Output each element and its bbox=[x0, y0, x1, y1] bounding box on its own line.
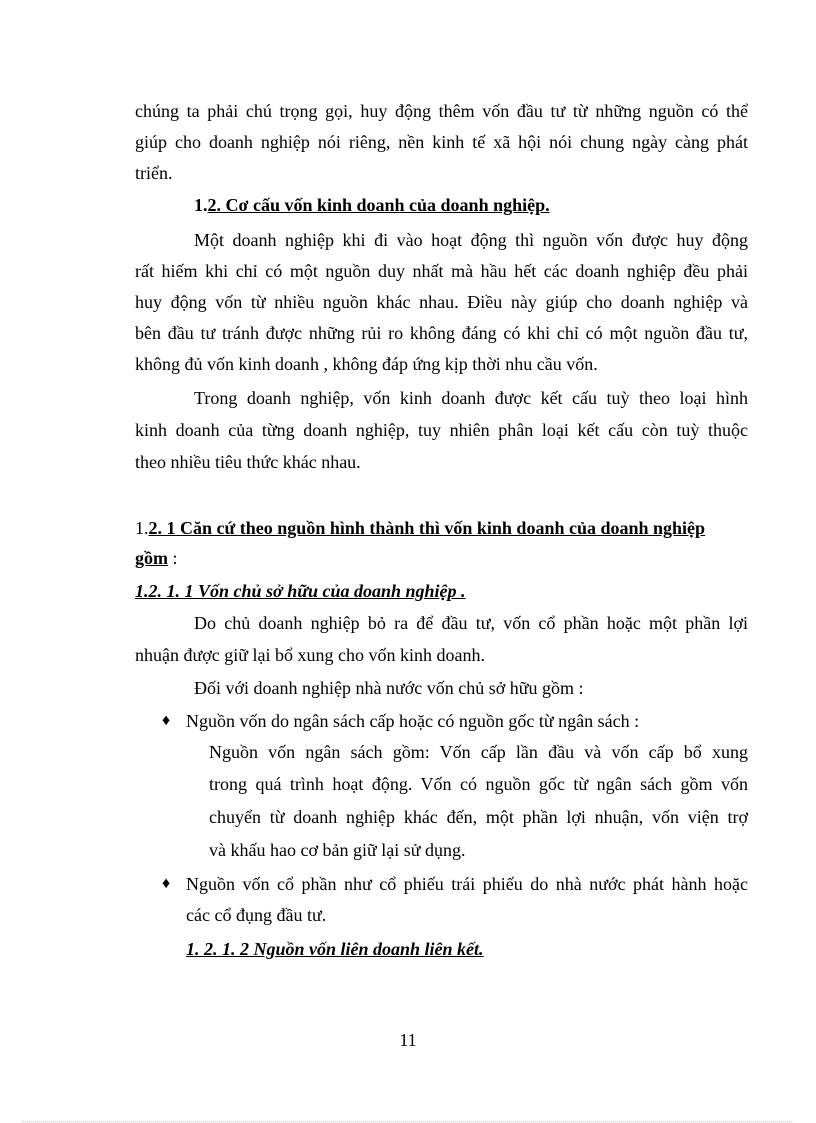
paragraph-line: Trong doanh nghiệp, vốn kinh doanh được kết cấu tuỳ theo loại hình bbox=[194, 388, 748, 408]
diamond-bullet-icon: ♦ bbox=[162, 875, 171, 892]
paragraph-line: và khấu hao cơ bản giữ lại sử dụng. bbox=[209, 840, 466, 860]
paragraph-line: kinh doanh của từng doanh nghiệp, tuy nhiên phân loại kết cấu còn tuỳ thuộc bbox=[135, 420, 748, 440]
paragraph-line: Một doanh nghiệp khi đi vào hoạt động thì nguồn vốn được huy động bbox=[194, 230, 748, 250]
page-bottom-divider bbox=[22, 1121, 794, 1122]
page-number: 11 bbox=[399, 1030, 417, 1050]
heading-text: 2. Cơ cấu vốn kinh doanh của doanh nghiệp. bbox=[207, 195, 550, 215]
section-heading-1-2-1-2: 1. 2. 1. 2 Nguồn vốn liên doanh liên kết. bbox=[186, 939, 484, 959]
section-heading-1-2-1 bbox=[135, 516, 705, 540]
paragraph-line: Đối với doanh nghiệp nhà nước vốn chủ sở hữu gồm : bbox=[194, 678, 584, 698]
paragraph-line: theo nhiều tiêu thức khác nhau. bbox=[135, 452, 361, 472]
paragraph-line: Nguồn vốn ngân sách gồm: Vốn cấp lần đầu và vốn cấp bổ xung bbox=[209, 742, 748, 762]
heading-text-cont: gồm bbox=[135, 548, 168, 568]
paragraph-line: Do chủ doanh nghiệp bỏ ra để đầu tư, vốn cổ phần hoặc một phần lợi bbox=[194, 613, 748, 633]
paragraph-line: chuyển từ doanh nghiệp khác đến, một phần lợi nhuận, vốn viện trợ bbox=[209, 807, 748, 827]
paragraph-line: không đủ vốn kinh doanh , không đáp ứng kịp thời nhu cầu vốn. bbox=[135, 354, 598, 374]
paragraph-line: nhuận được giữ lại bổ xung cho vốn kinh doanh. bbox=[135, 645, 485, 665]
paragraph-line: giúp cho doanh nghiệp nói riêng, nền kinh tế xã hội nói chung ngày càng phát bbox=[135, 132, 748, 152]
paragraph-line: rất hiếm khi chỉ có một nguồn duy nhất mà hầu hết các doanh nghiệp đều phải bbox=[135, 261, 748, 281]
section-heading-1-2 bbox=[194, 193, 550, 217]
paragraph-line: huy động vốn từ nhiều nguồn khác nhau. Điều này giúp cho doanh nghiệp và bbox=[135, 292, 748, 312]
paragraph-line: trong quá trình hoạt động. Vốn có nguồn gốc từ ngân sách gồm vốn bbox=[209, 774, 748, 794]
bullet-item: Nguồn vốn cổ phần như cổ phiếu trái phiếu do nhà nước phát hành hoặc bbox=[186, 874, 748, 894]
paragraph-line: chúng ta phải chú trọng gọi, huy động thêm vốn đầu tư từ những nguồn có thể bbox=[135, 101, 748, 121]
paragraph-line: triển. bbox=[135, 163, 173, 183]
section-heading-1-2-1-1: 1.2. 1. 1 Vốn chủ sở hữu của doanh nghiệp . bbox=[135, 581, 466, 601]
heading-number: 1. bbox=[194, 195, 208, 215]
heading-number: 1. bbox=[135, 518, 149, 538]
bullet-item: Nguồn vốn do ngân sách cấp hoặc có nguồn gốc từ ngân sách : bbox=[186, 711, 640, 731]
diamond-bullet-icon: ♦ bbox=[162, 712, 171, 729]
section-heading-1-2-1-cont bbox=[135, 546, 178, 570]
heading-colon: : bbox=[168, 548, 178, 568]
paragraph-line: bên đầu tư tránh được những rủi ro không đáng có khi chỉ có một nguồn đầu tư, bbox=[135, 323, 748, 343]
paragraph-line: các cổ đụng đầu tư. bbox=[186, 905, 327, 925]
heading-text: 2. 1 Căn cứ theo nguồn hình thành thì vốn kinh doanh của doanh nghiệp bbox=[148, 518, 706, 538]
